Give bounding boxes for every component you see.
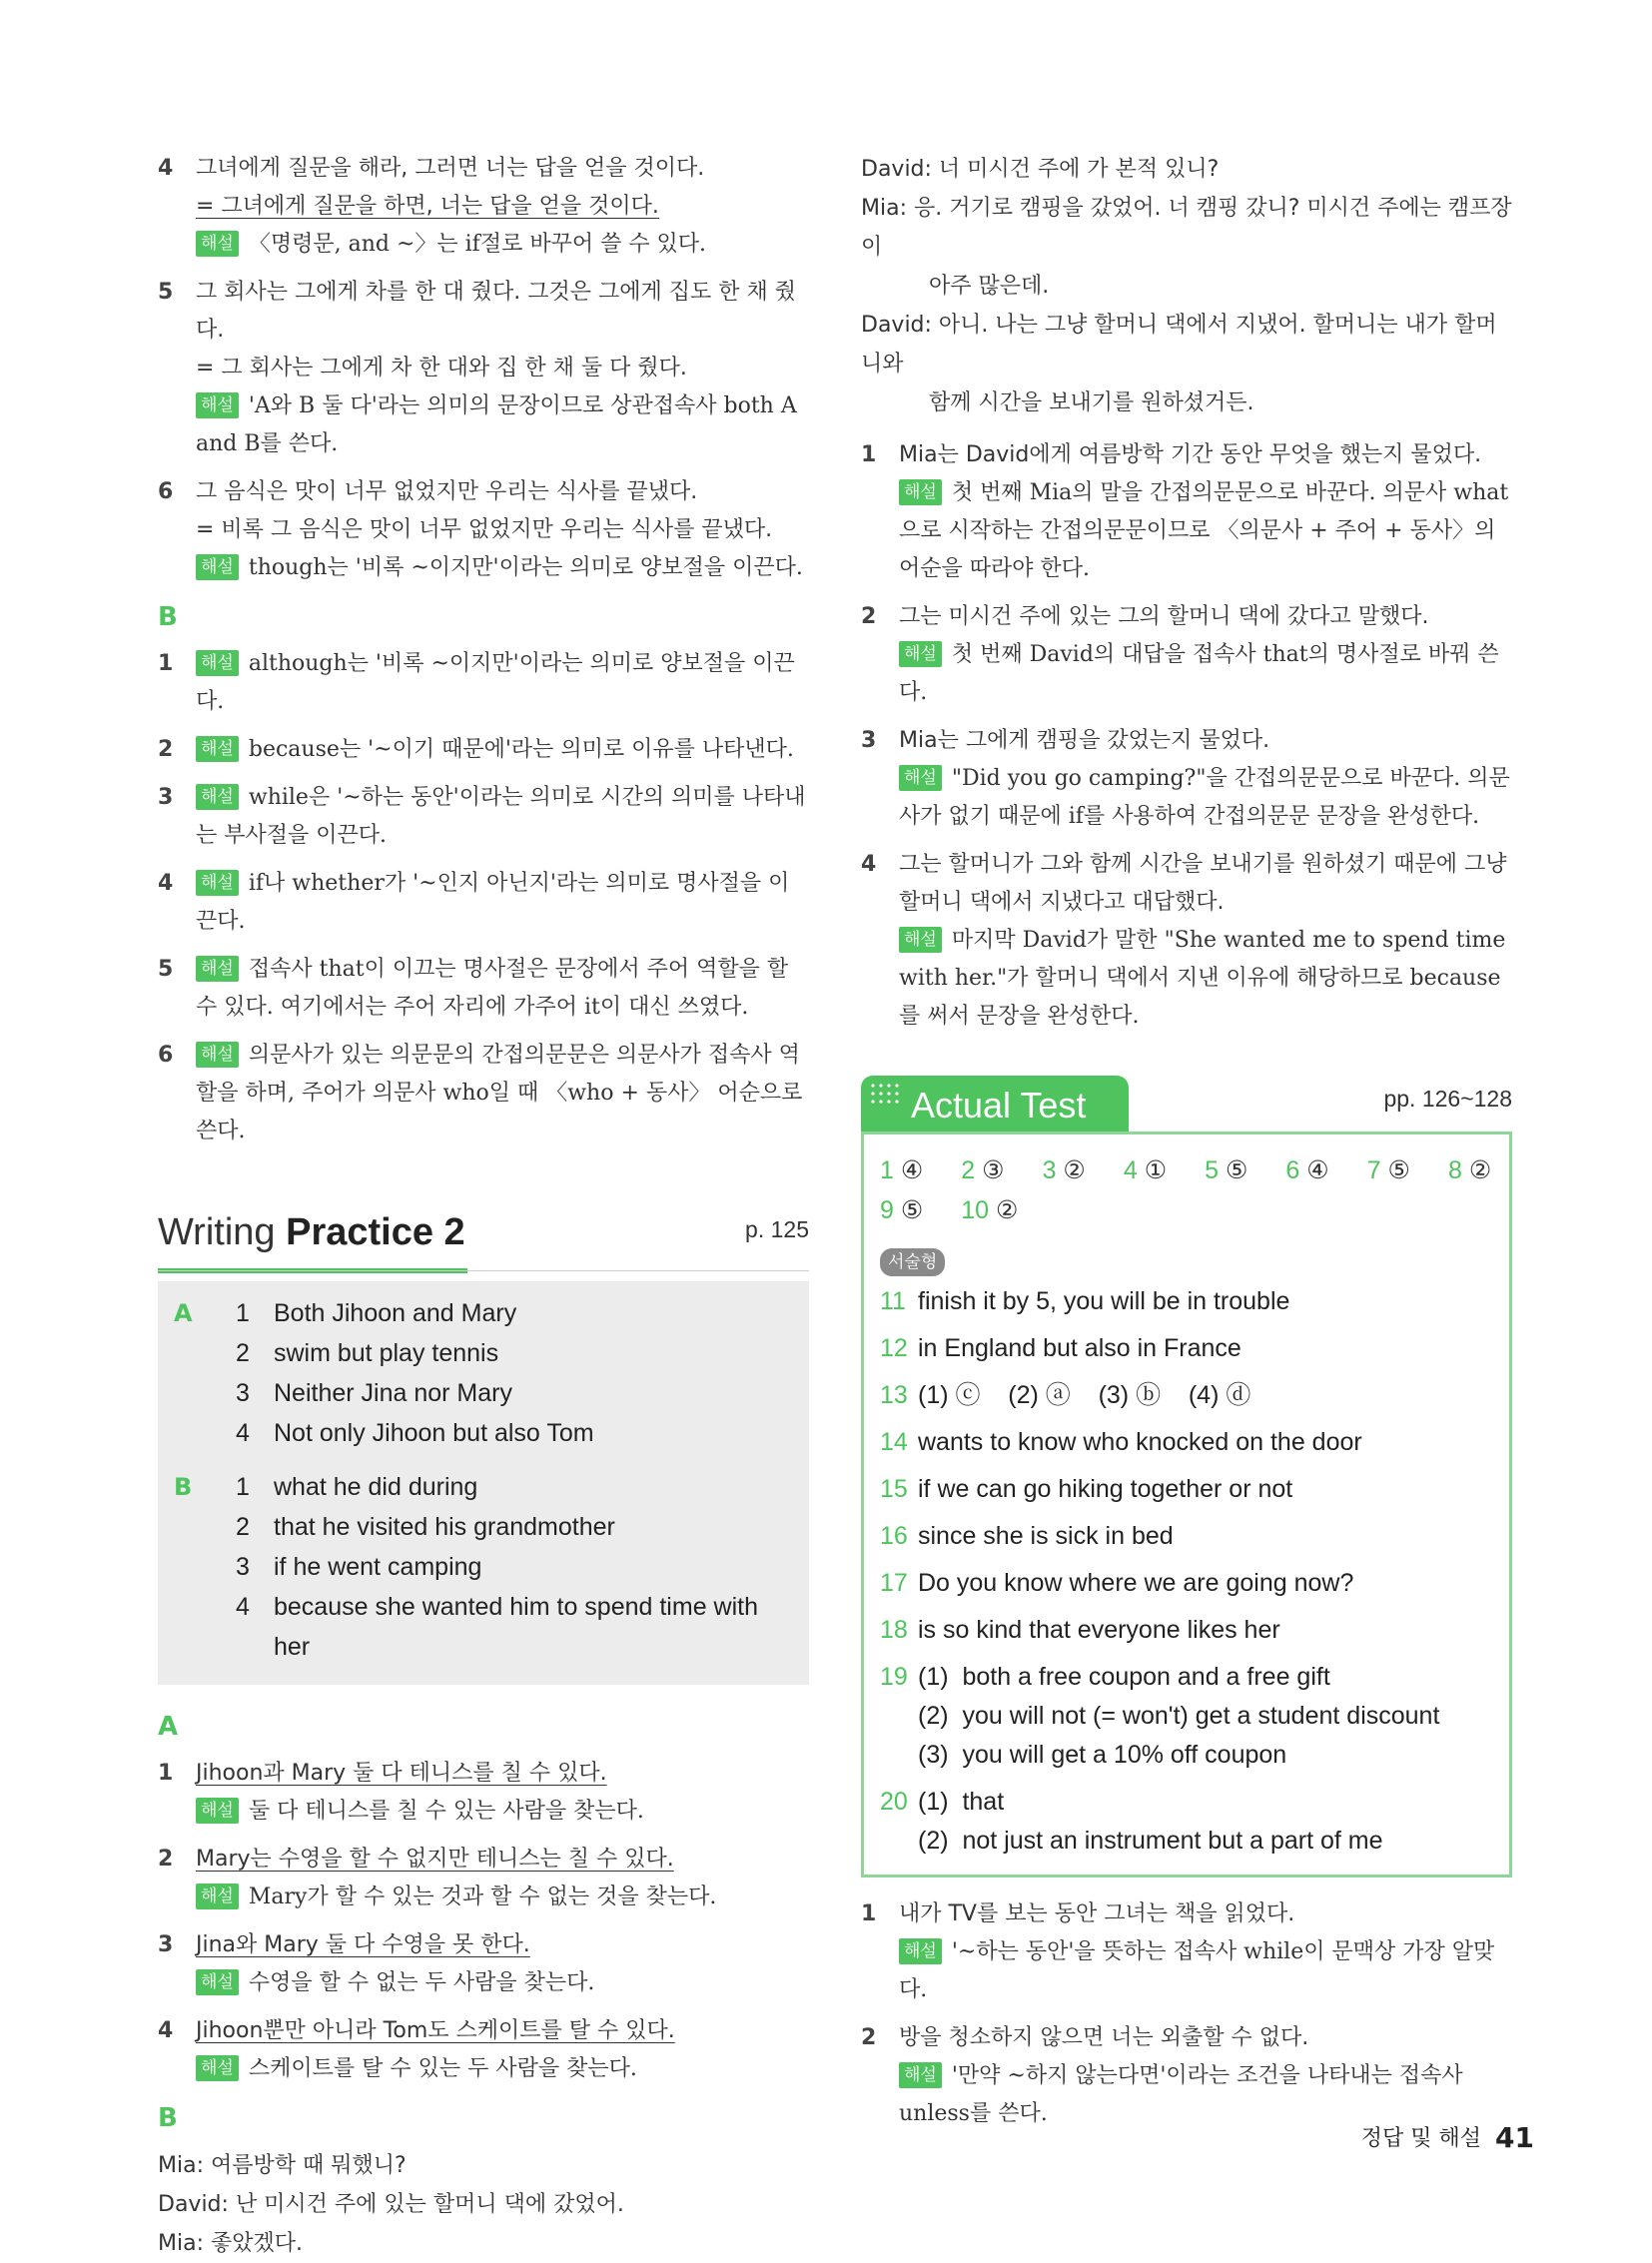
sentence-korean-rewrite: = 그 회사는 그에게 차 한 대와 집 한 채 둘 다 줬다.	[196, 356, 687, 380]
answer-row	[880, 1517, 1493, 1556]
item-number: 6	[158, 1043, 174, 1068]
explanation-item	[158, 150, 809, 264]
sentence-korean: 방을 청소하지 않으면 너는 외출할 수 없다.	[899, 2025, 1309, 2050]
explanation-item	[158, 274, 809, 463]
answer-number: 2	[236, 1339, 250, 1367]
note-text: "Did you go camping?"을 간접의문문으로 바꾼다. 의문사가 없기 때문에 if를 사용하여 간접의문문 문장을 완성한다.	[899, 766, 1510, 829]
sentence-korean: Mia는 David에게 여름방학 기간 동안 무엇을 했는지 물었다.	[899, 442, 1482, 467]
sentence-korean: 내가 TV를 보는 동안 그녀는 책을 읽었다.	[899, 1901, 1295, 1926]
dialogue-line: Mia: 여름방학 때 뭐했니?	[158, 2153, 407, 2178]
answer-row	[880, 1564, 1493, 1603]
note-text: Mary가 할 수 있는 것과 할 수 없는 것을 찾는다.	[248, 1885, 717, 1909]
note-text: 첫 번째 David의 대답을 접속사 that의 명사절로 바꿔 쓴다.	[899, 642, 1499, 705]
item-number: 2	[158, 1847, 174, 1872]
note-text: although는 '비록 ~이지만'이라는 의미로 양보절을 이끈다.	[196, 651, 795, 714]
answer-row	[236, 1373, 793, 1413]
item-number: 1	[861, 442, 877, 467]
answer-number: 4	[236, 1593, 250, 1621]
explanation-item	[158, 2012, 809, 2088]
answer-text: (2) not just an instrument but a part of me	[918, 1827, 1383, 1855]
answer-group-b	[174, 1467, 793, 1667]
answer-row	[880, 1783, 1493, 1861]
right-column	[861, 150, 1512, 2143]
left-b-items	[158, 645, 809, 1150]
answer-row	[236, 1547, 793, 1587]
mc-answer: 6 ④	[1285, 1156, 1329, 1184]
answer-text: (1) both a free coupon and a free gift	[918, 1663, 1330, 1691]
answer-row	[880, 1423, 1493, 1462]
explanation-badge: 해설	[196, 392, 239, 418]
note-text: 스케이트를 탈 수 있는 두 사람을 찾는다.	[248, 2056, 637, 2081]
item-number: 2	[861, 604, 877, 629]
dialogue-line: 아주 많은데.	[929, 274, 1050, 299]
dialogue-line: Mia: 좋았겠다.	[158, 2231, 303, 2256]
item-number: 3	[158, 1932, 174, 1957]
explanation-item	[158, 1926, 809, 2002]
answer-row	[236, 1293, 793, 1333]
explanation-note	[196, 387, 809, 463]
mc-answer: 7 ⑤	[1366, 1156, 1410, 1184]
actual-test-box	[861, 1132, 1512, 1878]
explanation-item	[158, 645, 809, 721]
mc-answer: 10 ②	[961, 1196, 1019, 1224]
section-title	[158, 1211, 465, 1253]
explanation-badge: 해설	[899, 641, 942, 667]
sentence-korean: Mia는 그에게 캠핑을 갔었는지 물었다.	[899, 728, 1270, 753]
explanation-badge: 해설	[196, 784, 239, 810]
explanation-item	[158, 779, 809, 855]
group-letter: A	[174, 1299, 193, 1327]
answer-text: since she is sick in bed	[918, 1522, 1174, 1550]
note-text: 의문사가 있는 의문문의 간접의문문은 의문사가 접속사 역할을 하며, 주어가 의문사 who일 때 〈who + 동사〉 어순으로 쓴다.	[196, 1043, 803, 1143]
sentence-korean: 그 회사는 그에게 차를 한 대 줬다. 그것은 그에게 집도 한 채 줬다.	[196, 280, 796, 343]
item-number: 2	[158, 737, 174, 762]
explanation-note	[196, 549, 809, 587]
answer-box	[158, 1281, 809, 1685]
actual-test-header	[861, 1076, 1512, 1132]
explanation-badge: 해설	[196, 1969, 239, 1995]
item-number: 4	[861, 852, 877, 877]
explanation-item	[861, 598, 1512, 712]
answer-number: 11	[880, 1287, 906, 1315]
answer-text: what he did during	[274, 1473, 478, 1501]
explanation-badge: 해설	[196, 870, 239, 896]
answer-number: 14	[880, 1428, 908, 1456]
section-letter-b: B	[158, 602, 178, 632]
group-letter: B	[174, 1473, 193, 1501]
answer-text: if we can go hiking together or not	[918, 1475, 1293, 1503]
answer-text: (1) ⓒ (2) ⓐ (3) ⓑ (4) ⓓ	[918, 1381, 1251, 1409]
note-text: because는 '~이기 때문에'라는 의미로 이유를 나타낸다.	[248, 737, 794, 762]
item-number: 4	[158, 156, 174, 181]
explanation-badge: 해설	[899, 765, 942, 791]
answer-row	[236, 1587, 793, 1667]
answer-row	[236, 1413, 793, 1453]
answer-text: wants to know who knocked on the door	[918, 1428, 1362, 1456]
explanation-item	[158, 1841, 809, 1916]
explanation-badge: 해설	[899, 927, 942, 953]
note-text: while은 '~하는 동안'이라는 의미로 시간의 의미를 나타내는 부사절을 이끈다.	[196, 785, 806, 848]
sentence-korean: 그녀에게 질문을 해라, 그러면 너는 답을 얻을 것이다.	[196, 156, 705, 181]
right-items	[861, 436, 1512, 1036]
answer-number: 20	[880, 1788, 908, 1816]
answer-number: 12	[880, 1334, 908, 1362]
left-top-items	[158, 150, 809, 587]
note-text: 마지막 David가 말한 "She wanted me to spend time with her."가 할머니 댁에서 지낸 이유에 해당하므로 because를 써서 문장을 완성한다.	[899, 928, 1506, 1029]
answer-text: that he visited his grandmother	[274, 1513, 615, 1541]
explanation-badge: 해설	[196, 956, 239, 982]
page-reference: p. 125	[745, 1216, 809, 1242]
sentence-korean: Jihoon뿐만 아니라 Tom도 스케이트를 탈 수 있다.	[196, 2018, 675, 2043]
answer-row	[880, 1658, 1493, 1775]
note-text: if나 whether가 '~인지 아닌지'라는 의미로 명사절을 이끈다.	[196, 871, 790, 934]
note-text: '만약 ~하지 않는다면'이라는 조건을 나타내는 접속사 unless를 쓴다.	[899, 2063, 1463, 2126]
explanation-item	[158, 473, 809, 587]
explanation-item	[158, 951, 809, 1027]
explanation-badge: 해설	[196, 1042, 239, 1068]
explanation-badge: 해설	[196, 1884, 239, 1909]
section-title: Actual Test	[911, 1085, 1087, 1126]
actual-test-tab	[861, 1076, 1129, 1132]
right-bottom-items	[861, 1895, 1512, 2133]
answer-number: 13	[880, 1381, 908, 1409]
item-number: 2	[861, 2025, 877, 2050]
mc-answer: 8 ②	[1447, 1156, 1492, 1184]
answer-number: 15	[880, 1475, 908, 1503]
explanation-item	[861, 436, 1512, 588]
answer-row	[236, 1507, 793, 1547]
page-footer	[1361, 2121, 1534, 2154]
page-reference: pp. 126~128	[1383, 1086, 1512, 1112]
answer-text: Neither Jina nor Mary	[274, 1379, 512, 1407]
explanation-badge: 해설	[196, 231, 239, 257]
item-number: 3	[158, 785, 174, 810]
answer-text: (3) you will get a 10% off coupon	[918, 1741, 1287, 1769]
note-text: 둘 다 테니스를 칠 수 있는 사람을 찾는다.	[248, 1799, 644, 1824]
explanation-badge: 해설	[196, 554, 239, 580]
subjective-badge: 서술형	[880, 1248, 945, 1276]
explanation-note	[196, 226, 809, 264]
sentence-korean-rewrite: = 그녀에게 질문을 하면, 너는 답을 얻을 것이다.	[196, 194, 659, 219]
mc-answer: 1 ④	[880, 1156, 924, 1184]
section-letter-a: A	[158, 1712, 179, 1742]
explanation-item	[158, 1037, 809, 1150]
item-number: 3	[861, 728, 877, 753]
dialogue-line: David: 난 미시건 주에 있는 할머니 댁에 갔었어.	[158, 2192, 624, 2217]
dialogue-line: David: 아니. 나는 그냥 할머니 댁에서 지냈어. 할머니는 내가 할머니와	[861, 313, 1497, 377]
item-number: 4	[158, 2018, 174, 2043]
multiple-choice-answers	[880, 1152, 1493, 1228]
explanation-badge: 해설	[899, 2062, 942, 2088]
explanation-badge: 해설	[196, 736, 239, 762]
note-text: 'A와 B 둘 다'라는 의미의 문장이므로 상관접속사 both A and B를 쓴다.	[196, 393, 797, 456]
footer-label: 정답 및 해설	[1360, 2126, 1482, 2151]
mc-answer: 4 ①	[1123, 1156, 1168, 1184]
answer-number: 3	[236, 1553, 250, 1581]
answer-row	[880, 1470, 1493, 1509]
answer-row	[236, 1467, 793, 1507]
item-number: 1	[861, 1901, 877, 1926]
answer-text: if he went camping	[274, 1553, 482, 1581]
page-number: 41	[1495, 2121, 1534, 2154]
answer-number: 1	[236, 1299, 250, 1327]
mc-answer: 3 ②	[1042, 1156, 1086, 1184]
dialogue	[158, 2146, 809, 2263]
note-text: '~하는 동안'을 뜻하는 접속사 while이 문맥상 가장 알맞다.	[899, 1939, 1495, 2002]
sentence-korean-rewrite: = 비록 그 음식은 맛이 너무 없었지만 우리는 식사를 끝냈다.	[196, 517, 773, 542]
answer-text: Both Jihoon and Mary	[274, 1299, 517, 1327]
answer-text: is so kind that everyone likes her	[918, 1616, 1280, 1644]
answer-text: (2) you will not (= won't) get a student discount	[918, 1702, 1440, 1730]
answer-number: 1	[236, 1473, 250, 1501]
answer-text: in England but also in France	[918, 1334, 1241, 1362]
explanation-item	[158, 731, 809, 769]
answer-number: 17	[880, 1569, 908, 1597]
divider	[158, 1270, 809, 1271]
answer-text: because she wanted him to spend time with her	[274, 1593, 758, 1661]
item-number: 1	[158, 1761, 174, 1786]
explanation-badge: 해설	[899, 1938, 942, 1964]
answer-number: 4	[236, 1419, 250, 1447]
answer-text: swim but play tennis	[274, 1339, 499, 1367]
sentence-korean: Jihoon과 Mary 둘 다 테니스를 칠 수 있다.	[196, 1761, 607, 1786]
answer-row	[880, 1329, 1493, 1368]
mc-answer: 5 ⑤	[1205, 1156, 1248, 1184]
answer-number: 3	[236, 1379, 250, 1407]
answer-row	[880, 1282, 1493, 1321]
item-number: 4	[158, 871, 174, 896]
answer-row	[880, 1611, 1493, 1650]
note-text: 〈명령문, and ~〉는 if절로 바꾸어 쓸 수 있다.	[248, 232, 707, 257]
mc-answer: 2 ③	[961, 1156, 1005, 1184]
title-light: Writing	[158, 1211, 276, 1253]
note-text: 수영을 할 수 없는 두 사람을 찾는다.	[248, 1970, 595, 1995]
left-column	[158, 150, 809, 2263]
answer-number: 16	[880, 1522, 908, 1550]
answer-text: (1) that	[918, 1788, 1005, 1816]
dialogue-line: 함께 시간을 보내기를 원하셨거든.	[929, 390, 1254, 415]
item-number: 5	[158, 957, 174, 982]
explanation-item	[158, 1755, 809, 1831]
explanation-badge: 해설	[196, 2055, 239, 2081]
answer-number: 18	[880, 1616, 908, 1644]
dialogue-line: Mia: 응. 거기로 캠핑을 갔었어. 너 캠핑 갔니? 미시건 주에는 캠프장이	[861, 196, 1512, 260]
note-text: 첫 번째 Mia의 말을 간접의문문으로 바꾼다. 의문사 what으로 시작하는 간접의문문이므로 〈의문사 + 주어 + 동사〉의 어순을 따라야 한다.	[899, 480, 1509, 581]
answer-row	[236, 1333, 793, 1373]
dots-icon	[869, 1082, 903, 1106]
sentence-korean: Jina와 Mary 둘 다 수영을 못 한다.	[196, 1932, 530, 1957]
sentence-korean: 그는 할머니가 그와 함께 시간을 보내기를 원하셨기 때문에 그냥 할머니 댁에서 지냈다고 대답했다.	[899, 852, 1507, 915]
answer-number: 19	[880, 1663, 908, 1691]
explanation-badge: 해설	[196, 650, 239, 676]
answer-text: Not only Jihoon but also Tom	[274, 1419, 594, 1447]
item-number: 5	[158, 280, 174, 305]
writing-practice-header	[158, 1204, 809, 1260]
sentence-korean: 그는 미시건 주에 있는 그의 할머니 댁에 갔다고 말했다.	[899, 604, 1429, 629]
answer-group-a	[174, 1293, 793, 1453]
mc-answer: 9 ⑤	[880, 1196, 924, 1224]
dialogue	[861, 150, 1512, 422]
note-text: though는 '비록 ~이지만'이라는 의미로 양보절을 이끈다.	[248, 555, 803, 580]
title-bold: Practice 2	[286, 1211, 465, 1253]
item-number: 1	[158, 651, 174, 676]
note-text: 접속사 that이 이끄는 명사절은 문장에서 주어 역할을 할 수 있다. 여기에서는 주어 자리에 가주어 it이 대신 쓰였다.	[196, 957, 789, 1020]
subjective-answers	[880, 1282, 1493, 1861]
explanation-badge: 해설	[899, 479, 942, 505]
section-letter-b: B	[158, 2103, 178, 2133]
sentence-korean: 그 음식은 맛이 너무 없었지만 우리는 식사를 끝냈다.	[196, 479, 698, 504]
answer-text: Do you know where we are going now?	[918, 1569, 1354, 1597]
explanation-item	[861, 2019, 1512, 2133]
dialogue-line: David: 너 미시건 주에 가 본적 있니?	[861, 157, 1220, 182]
explanation-item	[158, 865, 809, 941]
explanation-item	[861, 1895, 1512, 2009]
answer-text: finish it by 5, you will be in trouble	[918, 1287, 1290, 1315]
item-number: 6	[158, 479, 174, 504]
answer-row	[880, 1376, 1493, 1415]
explanation-item	[861, 846, 1512, 1036]
explanation-item	[861, 722, 1512, 836]
sentence-korean: Mary는 수영을 할 수 없지만 테니스는 칠 수 있다.	[196, 1847, 674, 1872]
answer-number: 2	[236, 1513, 250, 1541]
explanation-badge: 해설	[196, 1798, 239, 1824]
